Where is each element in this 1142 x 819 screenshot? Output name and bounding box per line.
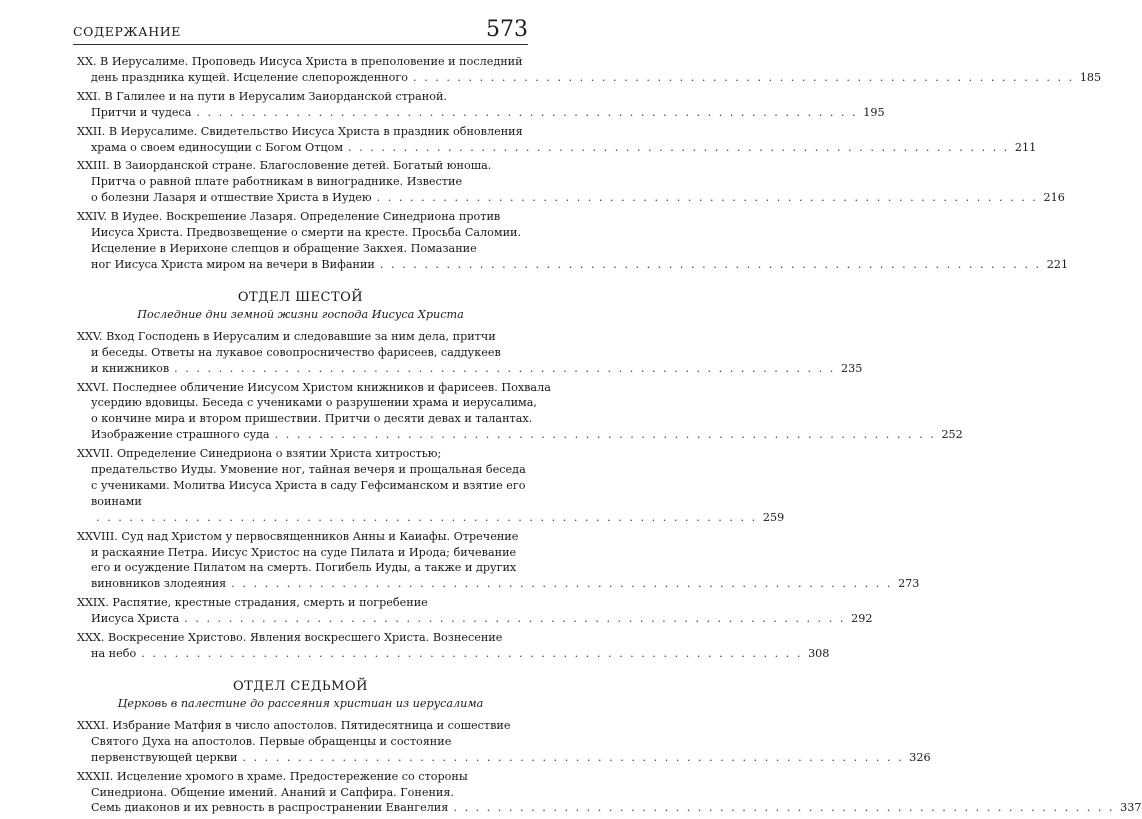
toc-entry-line: XXII. В Иерусалиме. Свидетельство Иисуса Христа в праздник обновления [77,124,523,138]
toc-entry-line: XXVII. Определение Синедриона о взятии Христа хитростью; [77,447,442,461]
toc-entry-line: XXIV. В Иудее. Воскрешение Лазаря. Определение Синедриона против [77,210,501,224]
toc-entry-line: с учениками. Молитва Иисуса Христа в саду Гефсиманском и взятие его [91,478,526,492]
toc-entry-line: XXV. Вход Господень в Иерусалим и следовавшие за ним дела, притчи [77,329,496,343]
toc-entry-text: о болезни Лазаря и отшествие Христа в Иудею [91,191,372,205]
toc-entry-line: Притча о равной плате работникам в винограднике. Известие [91,175,463,189]
toc-entry-line: усердию вдовицы. Беседа с учениками о разрушении храма и иерусалима, [91,396,537,410]
toc-entry-line: XXXI. Избрание Матфия в число апостолов. Пятидесятница и сошествие [77,718,511,732]
section-seven-title: ОТДЕЛ СЕДЬМОЙ [233,678,368,694]
toc-entry-text: первенствующей церкви [91,750,238,764]
toc-page-number: 337 [1120,801,1142,815]
toc-entry-text: день праздника кущей. Исцеление слепорожденного [91,70,408,84]
section-six-subtitle: Последние дни земной жизни господа Иисуса Христа [137,307,464,321]
toc-entry-text: храма о своем единосущии с Богом Отцом [91,140,344,154]
toc-entry-last-line [77,576,920,592]
toc-entry-line: его и осуждение Пилатом на смерть. Погибель Иуды, а также и других [91,561,517,575]
toc-entry [77,529,920,593]
toc-entry [77,158,1065,206]
toc-entry-line: предательство Иуды. Умовение ног, тайная вечеря и прощальная беседа [91,463,526,477]
toc-page-number: 235 [840,361,863,375]
toc-entry-line: XXIII. В Заиорданской стране. Благословение детей. Богатый юноша. [77,159,492,173]
toc-entry-line: XXXII. Исцеление хромого в храме. Предостережение со стороны [77,769,468,783]
toc-page-number: 195 [863,105,885,119]
toc-entry-line: о кончине мира и втором пришествии. Притчи о десяти девах и талантах. [91,412,533,426]
toc-entry [77,595,873,627]
toc-entry [77,718,931,766]
toc-entry-last-line [77,105,885,121]
toc-entry-line: Исцеление в Иерихоне слепцов и обращение Закхея. Помазание [91,241,477,255]
toc-entry-line: XXIX. Распятие, крестные страдания, смерть и погребение [77,596,428,610]
toc-entry-text: Притчи и чудеса [91,105,192,119]
toc-entry-line: XXX. Воскресение Христово. Явления воскресшего Христа. Вознесение [77,631,503,645]
toc-entry-text: ног Иисуса Христа миром на вечери в Вифании [91,257,375,271]
toc-entry-text: виновников злодеяния [91,577,227,591]
toc-entry-text: Иисуса Христа [91,612,180,626]
dot-leader: . . . . . . . . . . . . . . . . . . . . . . . . . . . . . . . . . . . . . . . . . . . . . . . . . . . . . . . . . . . . [453,801,1115,815]
toc-group-c [77,718,1142,819]
toc-group-a [77,54,1102,276]
toc-entry-last-line [77,800,1142,816]
dot-leader: . . . . . . . . . . . . . . . . . . . . . . . . . . . . . . . . . . . . . . . . . . . . . . . . . . . . . . . . . . . . [376,191,1038,205]
toc-entry [77,769,1142,817]
toc-entry-line: воинами [91,494,142,508]
dot-leader: . . . . . . . . . . . . . . . . . . . . . . . . . . . . . . . . . . . . . . . . . . . . . . . . . . . . . . . . . . . . [379,257,1042,271]
toc-entry [77,329,863,377]
toc-entry [77,89,885,121]
dot-leader: . . . . . . . . . . . . . . . . . . . . . . . . . . . . . . . . . . . . . . . . . . . . . . . . . . . . . . . . . . . . [274,428,936,442]
toc-entry-last-line [77,190,1065,206]
dot-leader: . . . . . . . . . . . . . . . . . . . . . . . . . . . . . . . . . . . . . . . . . . . . . . . . . . . . . . . . . . . . [412,70,1075,84]
toc-entry-line: Иисуса Христа. Предвозвещение о смерти на кресте. Просьба Саломии. [91,226,522,240]
toc-entry-last-line [77,257,1069,273]
toc-entry [77,630,830,662]
dot-leader: . . . . . . . . . . . . . . . . . . . . . . . . . . . . . . . . . . . . . . . . . . . . . . . . . . . . . . . . . . . . [348,140,1010,154]
toc-page-number: 326 [909,750,931,764]
toc-page-number: 252 [941,428,963,442]
toc-entry-line: и раскаяние Петра. Иисус Христос на суде Пилата и Ирода; бичевание [91,545,517,559]
toc-entry-text: на небо [91,647,137,660]
toc-entry-line: XXVIII. Суд над Христом у первосвященников Анны и Каиафы. Отречение [77,529,519,543]
toc-entry-last-line [77,611,873,627]
toc-entry-line: и беседы. Ответы на лукавое совопросничество фарисеев, саддукеев [91,345,501,359]
toc-page-number: 185 [1079,70,1102,84]
toc-entry-line: XXVI. Последнее обличение Иисусом Христом книжников и фарисеев. Похвала [77,380,551,394]
toc-entry-text: Изображение страшного суда [91,428,270,442]
toc-entry-line: XX. В Иерусалиме. Проповедь Иисуса Христа в преполовение и последний [77,55,523,68]
toc-entry-last-line [77,510,785,526]
dot-leader: . . . . . . . . . . . . . . . . . . . . . . . . . . . . . . . . . . . . . . . . . . . . . . . . . . . . . . . . . . . . [184,612,846,626]
toc-entry-last-line [77,70,1102,86]
page-number: 573 [486,17,528,42]
dot-leader: . . . . . . . . . . . . . . . . . . . . . . . . . . . . . . . . . . . . . . . . . . . . . . . . . . . . . . . . . . . . [141,647,803,660]
dot-leader: . . . . . . . . . . . . . . . . . . . . . . . . . . . . . . . . . . . . . . . . . . . . . . . . . . . . . . . . . . . . [231,577,893,591]
toc-group-b [77,329,963,665]
toc-entry-last-line [77,646,830,662]
toc-page-number: 211 [1014,140,1037,154]
toc-entry-last-line [77,361,863,377]
toc-page-number: 221 [1046,257,1069,271]
toc-page-number: 216 [1043,191,1065,205]
toc-page-number: 292 [851,612,873,626]
toc-entry-last-line [77,750,931,766]
running-title: СОДЕРЖАНИЕ [73,24,181,39]
entry-gap [77,273,524,276]
toc-entry-last-line [77,140,1037,156]
section-six-title: ОТДЕЛ ШЕСТОЙ [237,289,364,305]
toc-entry-text: и книжников [91,361,170,375]
dot-leader: . . . . . . . . . . . . . . . . . . . . . . . . . . . . . . . . . . . . . . . . . . . . . . . . . . . . . . . . . . . . [174,361,836,375]
toc-entry [77,209,1069,273]
toc-page-number: 273 [898,577,920,591]
toc-entry-line: XXI. В Галилее и на пути в Иерусалим Заиорданской страной. [77,89,447,103]
toc-entry-last-line [77,427,963,443]
toc-entry-line: Синедриона. Общение имений. Ананий и Сапфира. Гонения. [91,785,454,799]
toc-entry [77,124,1037,156]
entry-gap [77,662,524,665]
dot-leader: . . . . . . . . . . . . . . . . . . . . . . . . . . . . . . . . . . . . . . . . . . . . . . . . . . . . . . . . . . . . [196,105,858,119]
dot-leader: . . . . . . . . . . . . . . . . . . . . . . . . . . . . . . . . . . . . . . . . . . . . . . . . . . . . . . . . . . . . [242,750,904,764]
dot-leader: . . . . . . . . . . . . . . . . . . . . . . . . . . . . . . . . . . . . . . . . . . . . . . . . . . . . . . . . . . . . [96,510,758,524]
section-seven-subtitle: Церковь в палестине до рассеяния христиан из иерусалима [117,696,484,710]
running-header [73,12,528,45]
table-of-contents [77,54,1142,819]
toc-page-number: 308 [808,647,830,660]
toc-entry-text: Семь диаконов и их ревность в распространении Евангелия [91,801,449,815]
toc-entry [77,380,963,444]
toc-entry [77,446,785,526]
toc-page-number: 259 [762,510,785,524]
toc-entry [77,54,1102,86]
toc-entry-line: Святого Духа на апостолов. Первые обращенцы и состояние [91,734,452,748]
